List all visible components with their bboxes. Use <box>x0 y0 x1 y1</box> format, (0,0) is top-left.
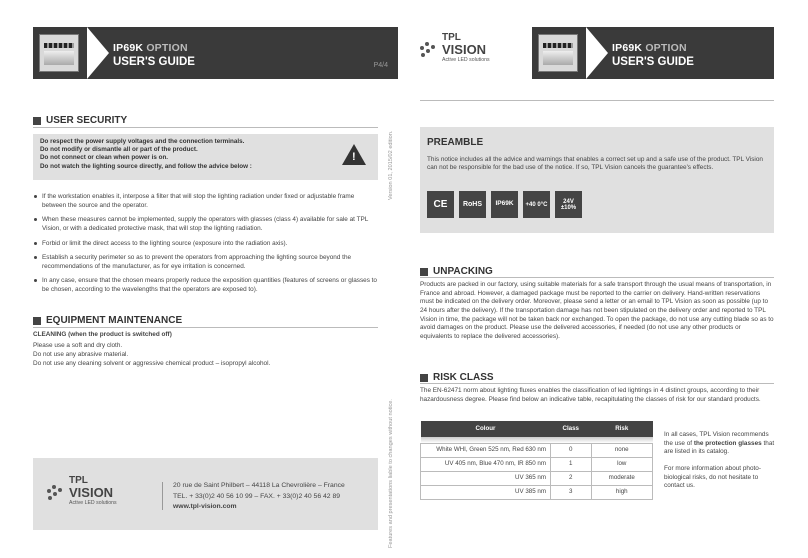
risk-note: In all cases, TPL Vision recommends the use of the protection glasses that are listed in its catalog. <box>664 431 775 456</box>
unpacking-text: Products are packed in our factory, using suitable materials for a safe transport through the usual means of transportation, in France and abroad. However, a damaged package must be reported to the carrier on delivery. Hand-written reservations must be indicated on the delivery order. Moreover, please send a letter or an email to TPL Vision as soon as possible (up to 24 hours after the delivery). If the transportation damage has not been stipulated on the delivery order and reported to TPL Vision in time, the package will not be taken back nor exchanged. To open the package, do not use any cutting blade so as to avoid damages on the product. Please use the delivered accessories, if needed (do not use any other products or equivalents to replace the delivered accessories). <box>420 281 774 340</box>
list-item: When these measures cannot be implemented, supply the operators with glasses (class 4) available for sale at TPL Vision, or with a dedicated protective mask, that will stop the lighting radiation. <box>33 216 378 233</box>
risk-class-text: The EN-62471 norm about lighting fluxes enables the classification of led lightings in 4 distinct groups, according to their hazardousness degree. Please find below an indicative table, recapitulating the classes of risk for our standard products. <box>420 387 761 403</box>
unpacking-title: UNPACKING <box>420 265 493 279</box>
disclaimer-text: Features and presentations liable to changes without notice. <box>388 399 394 548</box>
phone-fax: TEL. + 33(0)2 40 56 10 99 – FAX. + 33(0)2 40 56 42 89 <box>173 492 341 500</box>
contact-box <box>33 458 378 530</box>
cleaning-line: Do not use any abrasive material. <box>33 351 129 358</box>
list-item: If the workstation enables it, interpose a filter that will stop the lighting radiation under fixed or adjustable frame between the source and the operator. <box>33 193 378 210</box>
brand-tagline: Active LED solutions <box>69 500 117 506</box>
table-row: White WHI, Green 525 nm, Red 630 nm 0 none <box>421 443 653 457</box>
brand-logo: TPL VISION Active LED solutions <box>45 476 117 507</box>
voltage-icon: 24V ±10% <box>555 191 582 218</box>
preamble-title: PREAMBLE <box>427 137 484 148</box>
warning-icon <box>342 144 366 165</box>
product-thumbnail <box>538 34 578 72</box>
cleaning-line: Do not use any cleaning solvent or aggressive chemical product – isopropyl alcohol. <box>33 360 271 367</box>
address: 20 rue de Saint Philbert – 44118 La Chevrolière – France <box>173 482 345 489</box>
cleaning-subtitle: CLEANING (when the product is switched off) <box>33 331 172 338</box>
risk-table <box>420 421 653 500</box>
list-item: Establish a security perimeter so as to prevent the operators from approaching the lighting source beyond the recommendations of the manufacturer, as for eye irritation is concerned. <box>33 254 378 271</box>
table-row: UV 365 nm 2 moderate <box>421 471 653 485</box>
cleaning-line: Please use a soft and dry cloth. <box>33 342 123 349</box>
header-title: IP69K OPTION <box>612 42 687 54</box>
header-subtitle: USER'S GUIDE <box>612 56 694 68</box>
website-link[interactable]: www.tpl-vision.com <box>173 503 237 511</box>
preamble-text: This notice includes all the advice and warnings that enables a correct set up and a safe use of the product. TPL Vision can not be responsible for the bad use of the notice. If so, TPL Vision cancels the guarantee's effects. <box>427 155 763 172</box>
security-list <box>33 193 378 301</box>
version-text: Version 01, 2015/02 edition. <box>388 130 394 200</box>
risk-contact-note: For more information about photo-biological risks, do not hesitate to contact us. <box>664 465 761 490</box>
header-title: IP69K OPTION <box>113 42 188 54</box>
product-thumbnail <box>39 34 79 72</box>
header-subtitle: USER'S GUIDE <box>113 56 195 68</box>
left-header <box>33 27 398 79</box>
right-header <box>532 27 774 79</box>
table-row: UV 405 nm, Blue 470 nm, IR 850 nm 1 low <box>421 457 653 471</box>
rohs-icon: RoHS <box>459 191 486 218</box>
ce-icon: CE <box>427 191 454 218</box>
warning-box: Do respect the power supply voltages and the connection terminals. Do not modify or dismantle all or part of the product. Do not connect or clean when power is on. Do not watch the lighting source directly, and follow the advice below : ! <box>33 134 378 180</box>
preamble-box <box>420 127 774 233</box>
equipment-title: EQUIPMENT MAINTENANCE <box>33 314 182 328</box>
brand-logo: TPL VISION Active LED solutions <box>418 33 490 64</box>
user-security-title: USER SECURITY <box>33 114 127 128</box>
table-header-row: Colour Class Risk <box>421 421 653 437</box>
table-row: UV 385 nm 3 high <box>421 485 653 499</box>
list-item: Forbid or limit the direct access to the lighting source (exposure into the radiation axis). <box>33 240 378 249</box>
list-item: In any case, ensure that the chosen means properly reduce the exposition quantities (features of screens or glasses to be chosen, according to the wavelengths that the operators are exposed to). <box>33 277 378 294</box>
page-number: P4/4 <box>373 62 388 69</box>
temperature-icon: +40 0°C <box>523 191 550 218</box>
risk-class-title: RISK CLASS <box>420 371 494 385</box>
ip69k-icon: IP69K <box>491 191 518 218</box>
